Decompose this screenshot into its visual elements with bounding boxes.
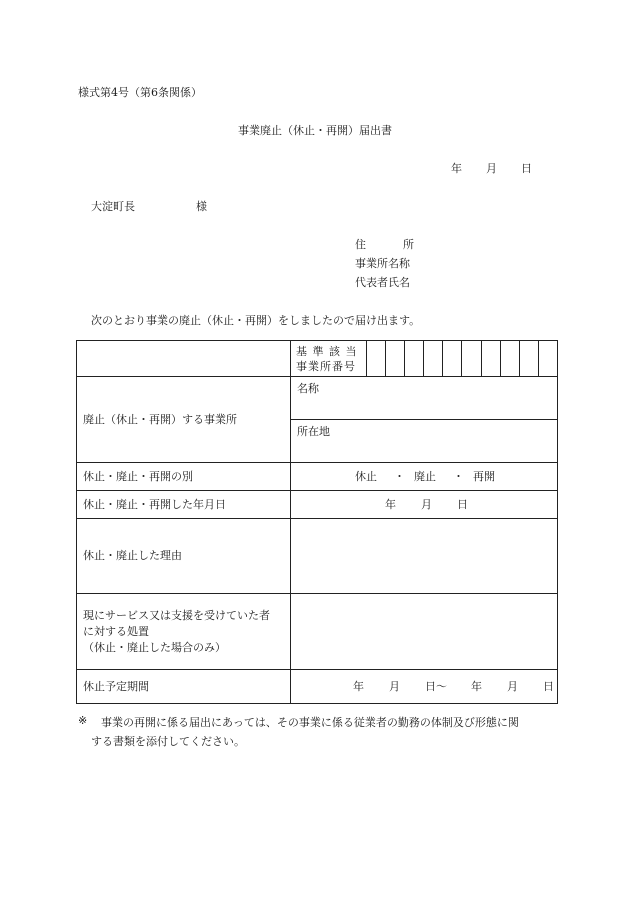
office-number-label-line2: 事業所番号 <box>296 359 356 373</box>
option-separator-2: ・ <box>453 469 464 483</box>
form-table <box>76 340 558 704</box>
intro-text: 次のとおり事業の廃止（休止・再開）をしましたので届け出ます。 <box>91 314 421 327</box>
period-start-day-unit: 日〜 <box>425 679 447 693</box>
representative-label: 代表者氏名 <box>355 276 410 289</box>
office-number-digit-5[interactable] <box>443 341 462 377</box>
reason-field[interactable] <box>291 519 558 594</box>
period-label: 休止予定期間 <box>77 670 291 704</box>
office-number-digit-7[interactable] <box>481 341 500 377</box>
period-start-month-unit: 月 <box>389 679 400 693</box>
office-number-digit-9[interactable] <box>519 341 538 377</box>
period-start-year-unit: 年 <box>353 679 364 693</box>
office-location-field[interactable] <box>291 420 558 463</box>
office-number-label <box>291 341 367 377</box>
office-number-digit-2[interactable] <box>386 341 405 377</box>
office-number-digit-3[interactable] <box>405 341 424 377</box>
option-resume[interactable]: 再開 <box>473 469 495 483</box>
office-number-digit-10[interactable] <box>538 341 557 377</box>
office-number-digit-1[interactable] <box>367 341 386 377</box>
office-number-digit-8[interactable] <box>500 341 519 377</box>
date-year-unit: 年 <box>451 162 462 175</box>
office-label: 廃止（休止・再開）する事業所 <box>77 377 291 463</box>
office-number-digit-4[interactable] <box>424 341 443 377</box>
measures-label <box>77 594 291 670</box>
date-field-month-unit: 月 <box>421 497 432 511</box>
measures-field[interactable] <box>291 594 558 670</box>
addressee-name: 大淀町長 <box>91 200 135 213</box>
office-number-digit-6[interactable] <box>462 341 481 377</box>
measures-label-line1: 現にサービス又は支援を受けていた者 <box>83 608 270 622</box>
office-name-field[interactable] <box>291 377 558 420</box>
category-options[interactable] <box>291 463 558 491</box>
office-name-label: 名称 <box>297 382 319 395</box>
date-label: 休止・廃止・再開した年月日 <box>77 491 291 519</box>
period-end-year-unit: 年 <box>471 679 482 693</box>
office-number-label-line1: 基 準 該 当 <box>296 344 358 358</box>
note-line-1: 事業の再開に係る届出にあっては、その事業に係る従業者の勤務の体制及び形態に関 <box>101 716 519 729</box>
note-line-2: する書類を添付してください。 <box>91 735 245 748</box>
option-separator-1: ・ <box>394 469 405 483</box>
date-month-unit: 月 <box>486 162 497 175</box>
date-field-year-unit: 年 <box>385 497 396 511</box>
date-day-unit: 日 <box>521 162 532 175</box>
note-mark: ※ <box>78 714 88 727</box>
empty-header-cell <box>77 341 291 377</box>
date-field-day-unit: 日 <box>457 497 468 511</box>
period-end-day-unit: 日 <box>543 679 554 693</box>
form-number: 様式第4号（第6条関係） <box>78 86 202 99</box>
category-label: 休止・廃止・再開の別 <box>77 463 291 491</box>
measures-label-line2: に対する処置 <box>83 624 149 638</box>
option-suspend[interactable]: 休止 <box>355 469 377 483</box>
date-field[interactable] <box>291 491 558 519</box>
option-abolish[interactable]: 廃止 <box>414 469 436 483</box>
measures-label-line3: （休止・廃止した場合のみ） <box>83 640 226 654</box>
addressee-honorific: 様 <box>196 200 207 213</box>
business-name-label: 事業所名称 <box>355 257 410 270</box>
document-title: 事業廃止（休止・再開）届出書 <box>238 124 392 137</box>
office-location-label: 所在地 <box>297 425 330 438</box>
period-end-month-unit: 月 <box>507 679 518 693</box>
address-label-a: 住 <box>355 238 366 251</box>
reason-label: 休止・廃止した理由 <box>77 519 291 594</box>
address-label-b: 所 <box>403 238 414 251</box>
period-field[interactable] <box>291 670 558 704</box>
